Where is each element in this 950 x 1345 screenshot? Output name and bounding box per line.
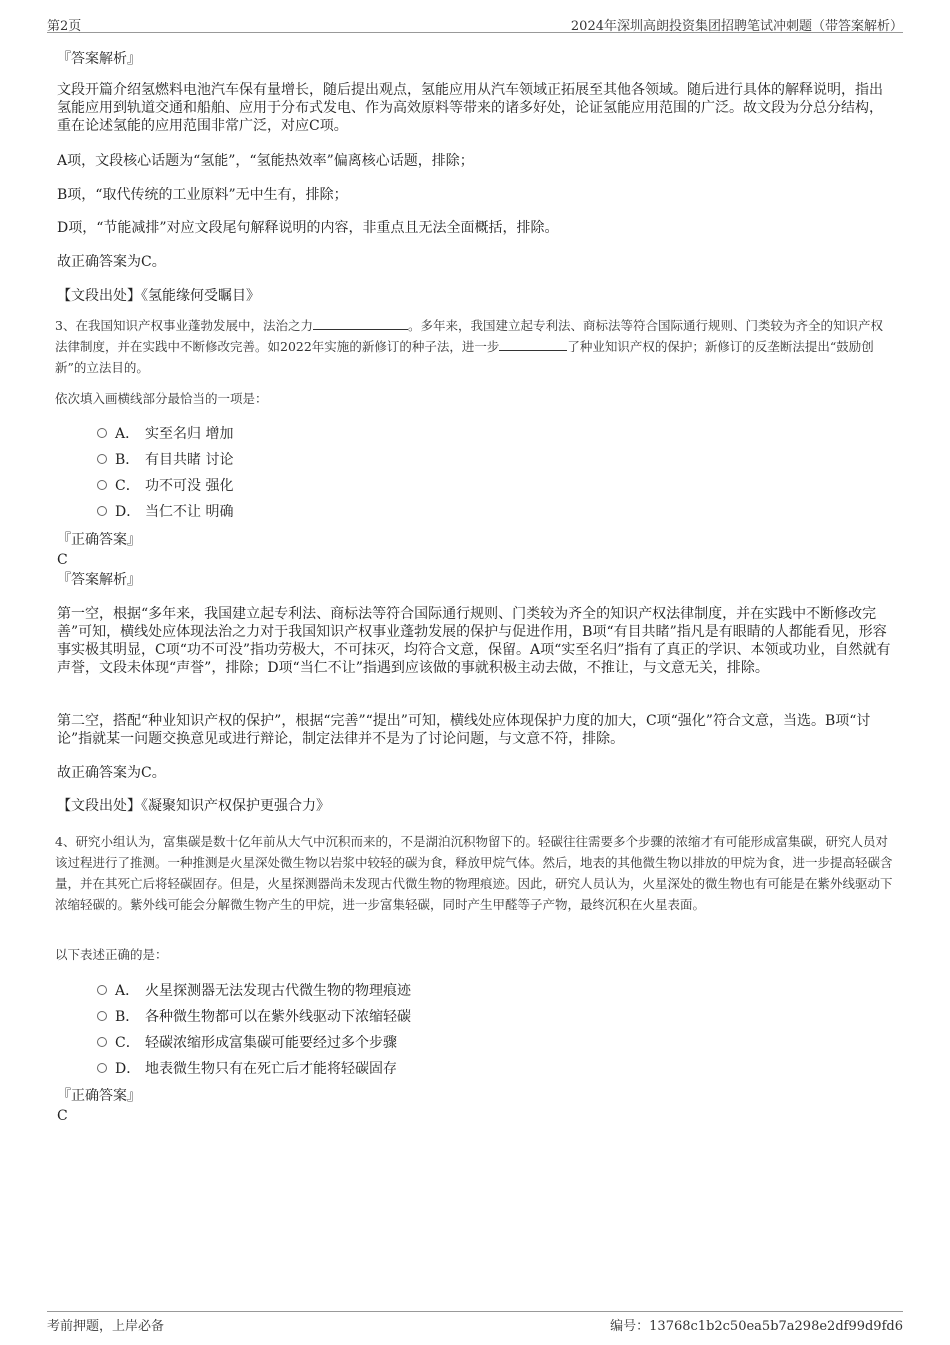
q2-source: 【文段出处】《氢能缘何受瞩目》 — [57, 288, 260, 304]
option-label: B． — [115, 1009, 140, 1025]
q3-answer-heading: 『正确答案』 — [57, 532, 141, 548]
option-text: 地表微生物只有在死亡后才能将轻碳固存 — [145, 1061, 397, 1077]
option-label: D． — [115, 504, 141, 520]
q3-blank-2 — [499, 338, 567, 351]
page-footer — [47, 1311, 903, 1334]
q3-analysis-paragraph-2: 第二空，搭配“种业知识产权的保护”，根据“完善”“提出”可知，横线处应体现保护力度的加大，C项“强化”符合文意，当选。B项“讨论”指就某一问题交换意见或进行辩论，制定法律并不是为了讨论问题，与文意不符，排除。 — [57, 713, 871, 747]
option-label: C． — [115, 1035, 140, 1051]
radio-icon[interactable] — [97, 1037, 107, 1047]
q3-answer: C — [57, 552, 68, 568]
option-text: 各种微生物都可以在紫外线驱动下浓缩轻碳 — [145, 1009, 411, 1025]
q3-analysis-paragraph-1: 第一空，根据“多年来，我国建立起专利法、商标法等符合国际通行规则、门类较为齐全的知识产权法律制度，并在实践中不断修改完善”可知，横线处应体现法治之力对于我国知识产权事业蓬勃发展的保护与促进作用，B项“有目共睹”指凡是有眼睛的人都能看见，形容事实极其明显，C项“功不可没”指功劳极大，不可抹灭，均符合文意，保留。A项“实至名归”指有了真正的学识、本领或功业，自然就有声誉，文段未体现“声誉”，排除；D项“当仁不让”指遇到应该做的事就积极主动去做，不推让，与文意无关，排除。 — [57, 606, 891, 676]
radio-icon[interactable] — [97, 1011, 107, 1021]
option-label: B． — [115, 452, 140, 468]
q4-prompt: 以下表述正确的是： — [55, 947, 168, 962]
q4-option-d[interactable] — [97, 1059, 397, 1079]
option-text: 功不可没 强化 — [145, 478, 234, 494]
q3-stem-part1: 3、在我国知识产权事业蓬勃发展中，法治之力 — [55, 318, 313, 333]
q3-stem — [55, 315, 895, 378]
q2-conclusion: 故正确答案为C。 — [57, 254, 166, 270]
option-text: 火星探测器无法发现古代微生物的物理痕迹 — [145, 983, 411, 999]
q3-conclusion: 故正确答案为C。 — [57, 765, 166, 781]
q3-option-d[interactable] — [97, 502, 233, 522]
q3-option-c[interactable] — [97, 476, 233, 496]
radio-icon[interactable] — [97, 454, 107, 464]
q3-stem-part3: 了种业知识产权的保护；新修订的反垄断法提出“鼓励创新”的立法目的。 — [55, 339, 874, 375]
q2-analysis-option-b: B项，“取代传统的工业原料”无中生有，排除； — [57, 187, 348, 203]
q4-answer: C — [57, 1108, 68, 1124]
q4-stem: 4、研究小组认为，富集碳是数十亿年前从大气中沉积而来的，不是湖泊沉积物留下的。轻碳往往需要多个步骤的浓缩才有可能形成富集碳，研究人员对该过程进行了推测。一种推测是火星深处微生物以岩浆中较轻的碳为食，释放甲烷气体。然后，地表的其他微生物以排放的甲烷为食，进一步提高轻碳含量，并在其死亡后将轻碳固存。但是，火星探测器尚未发现古代微生物的物理痕迹。因此，研究人员认为，火星深处的微生物也有可能是在紫外线驱动下浓缩轻碳的。紫外线可能会分解微生物产生的甲烷，进一步富集轻碳，同时产生甲醛等子产物，最终沉积在火星表面。 — [55, 834, 893, 912]
q4-answer-heading: 『正确答案』 — [57, 1088, 141, 1104]
radio-icon[interactable] — [97, 506, 107, 516]
option-label: A． — [115, 983, 140, 999]
q3-option-b[interactable] — [97, 450, 233, 470]
q4-option-c[interactable] — [97, 1033, 397, 1053]
q4-option-a[interactable] — [97, 981, 411, 1001]
option-label: A． — [115, 426, 140, 442]
document-title: 2024年深圳高朗投资集团招聘笔试冲刺题（带答案解析） — [570, 19, 903, 34]
radio-icon[interactable] — [97, 480, 107, 490]
page-header — [47, 14, 903, 33]
option-text: 当仁不让 明确 — [145, 504, 234, 520]
q2-analysis-heading: 『答案解析』 — [57, 51, 141, 67]
q2-analysis-paragraph: 文段开篇介绍氢燃料电池汽车保有量增长，随后提出观点，氢能应用从汽车领域正拓展至其他各领域。随后进行具体的解释说明，指出氢能应用到轨道交通和船舶、应用于分布式发电、作为高效原料等带来的诸多好处，论证氢能应用范围的广泛。故文段为分总分结构，重在论述氢能的应用范围非常广泛，对应C项。 — [57, 82, 883, 134]
q3-blank-1 — [313, 317, 408, 330]
option-text: 实至名归 增加 — [145, 426, 234, 442]
option-label: D． — [115, 1061, 141, 1077]
radio-icon[interactable] — [97, 428, 107, 438]
option-label: C． — [115, 478, 140, 494]
q3-source: 【文段出处】《凝聚知识产权保护更强合力》 — [57, 798, 330, 814]
q4-option-b[interactable] — [97, 1007, 411, 1027]
q3-analysis-heading: 『答案解析』 — [57, 572, 141, 588]
page-number: 第2页 — [47, 19, 82, 34]
q2-analysis-option-d: D项，“节能减排”对应文段尾句解释说明的内容，非重点且无法全面概括，排除。 — [57, 220, 559, 236]
q3-stem-part2: 。多年来，我国建立起专利法、商标法等符合国际通行规则、门类较为齐全的知识产权法律制度，并在实践中不断修改完善。如2022年实施的新修订的种子法，进一步 — [55, 318, 883, 354]
option-text: 有目共睹 讨论 — [145, 452, 234, 468]
radio-icon[interactable] — [97, 1063, 107, 1073]
q3-option-a[interactable] — [97, 424, 233, 444]
radio-icon[interactable] — [97, 985, 107, 995]
q2-analysis-option-a: A项，文段核心话题为“氢能”，“氢能热效率”偏离核心话题，排除； — [57, 153, 474, 169]
footer-slogan: 考前押题，上岸必备 — [47, 1319, 165, 1334]
document-code: 编号：13768c1b2c50ea5b7a298e2df99d9fd6 — [610, 1319, 903, 1334]
q3-prompt: 依次填入画横线部分最恰当的一项是： — [55, 391, 268, 406]
option-text: 轻碳浓缩形成富集碳可能要经过多个步骤 — [145, 1035, 397, 1051]
